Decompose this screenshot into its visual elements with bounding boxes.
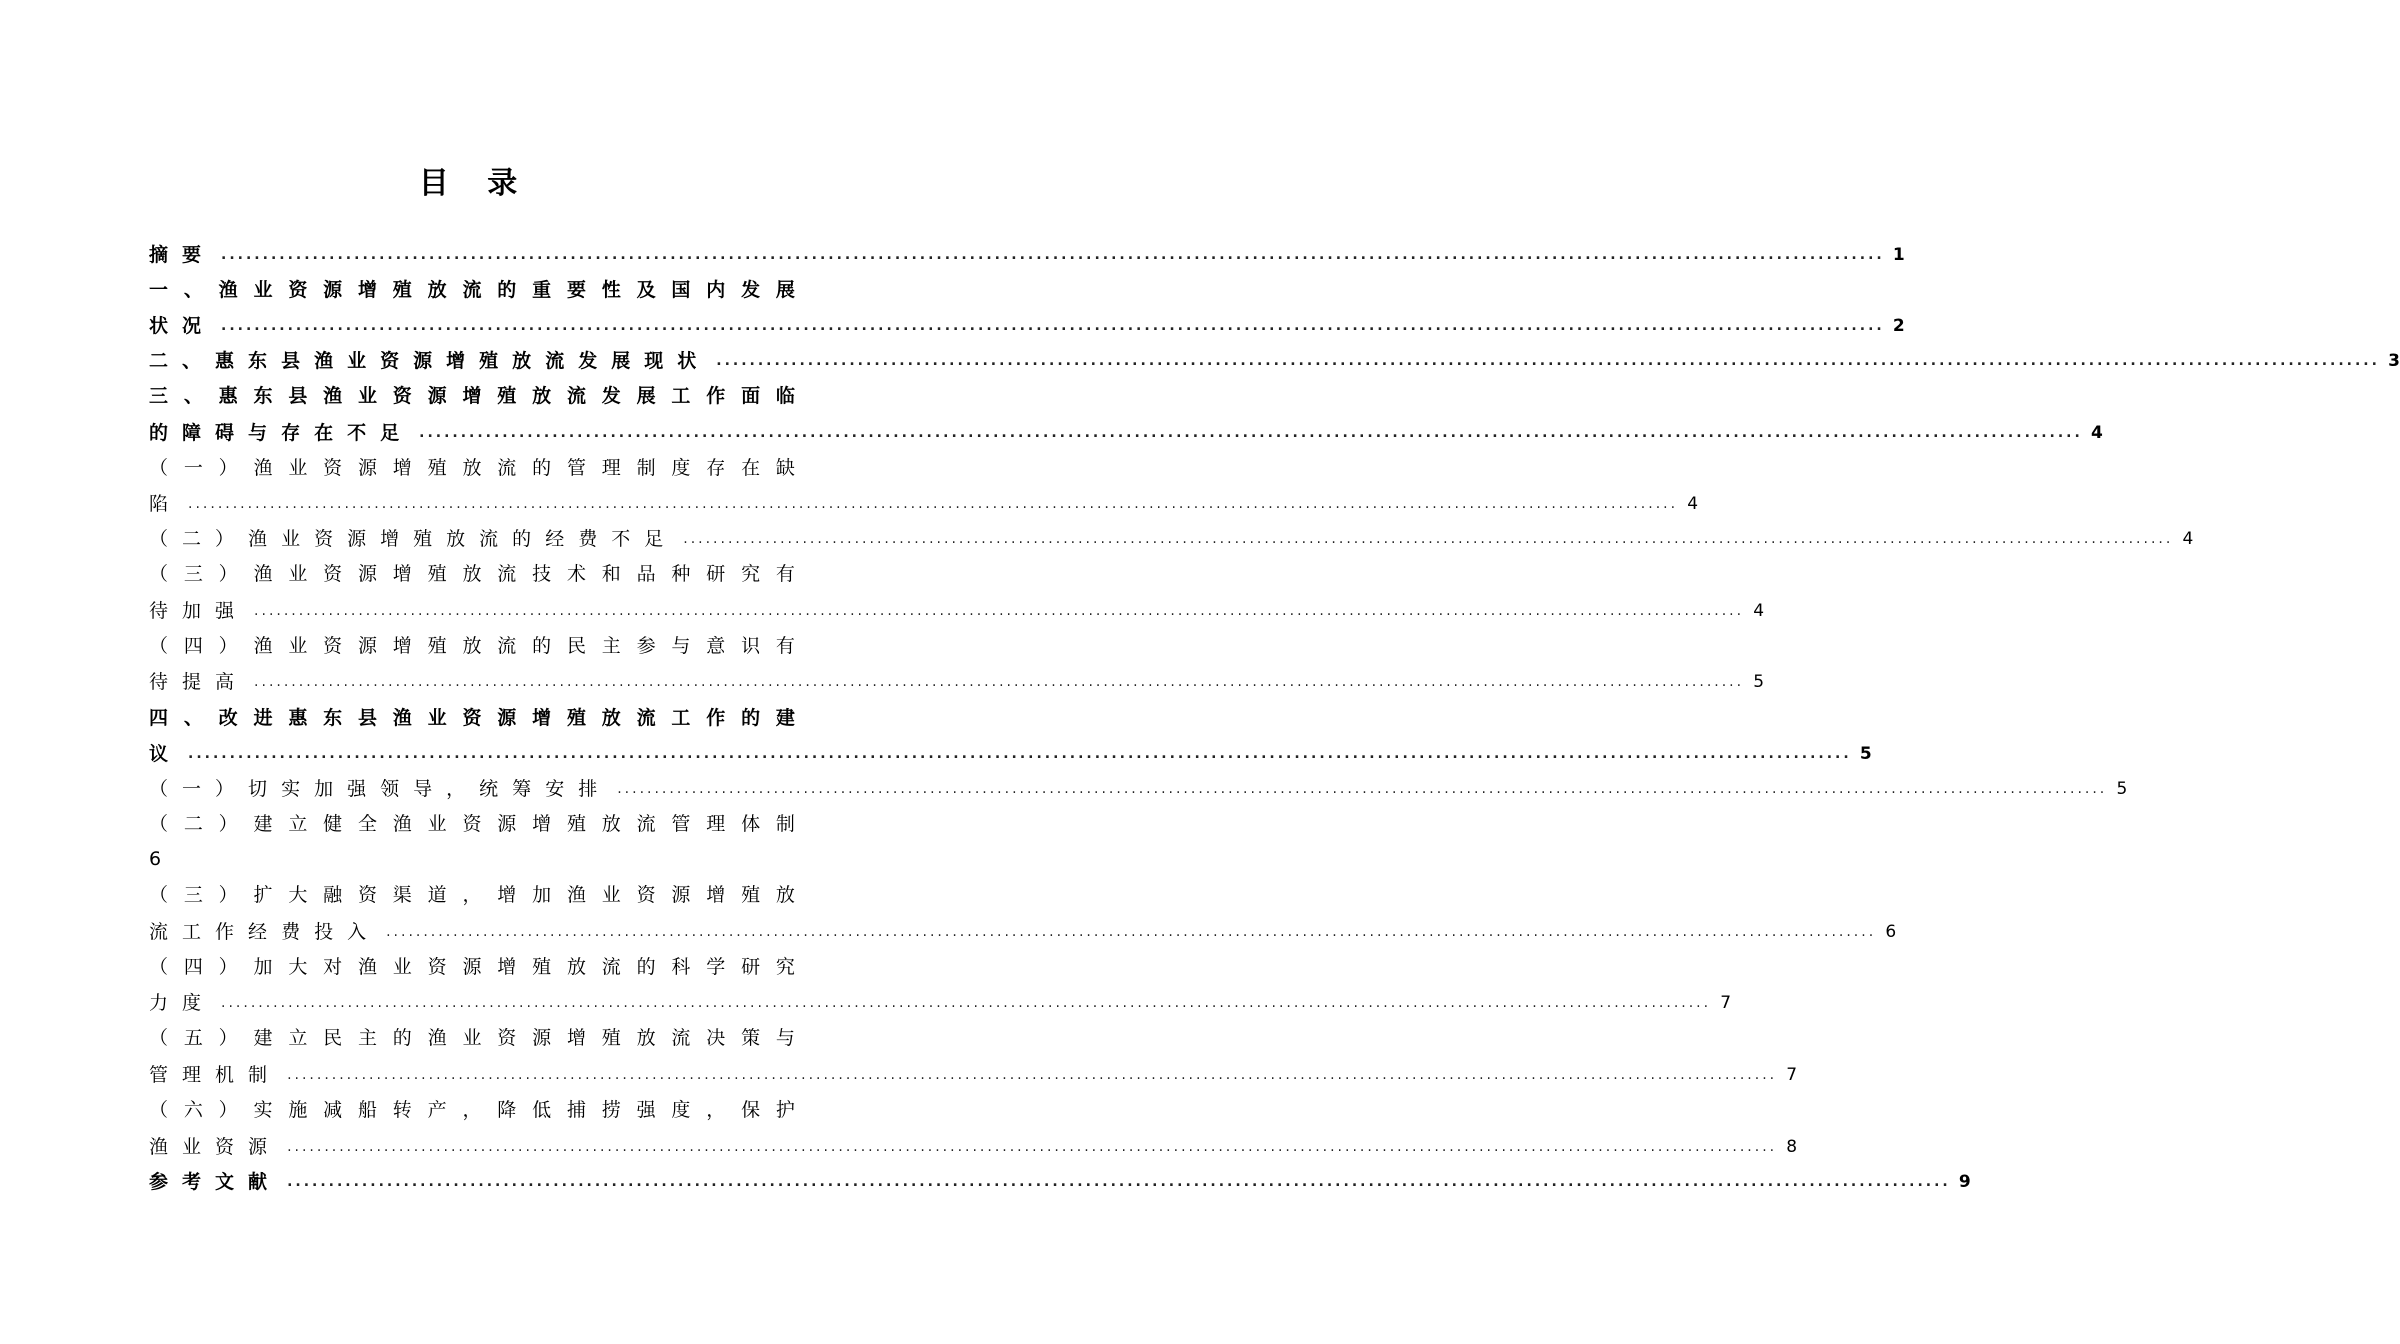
toc-entry-text: 四 、 改 进 惠 东 县 渔 业 资 源 增 殖 放 流 工 作 的 建 <box>149 707 795 729</box>
toc-entry[interactable] <box>149 669 1765 695</box>
toc-page-number: 8 <box>1786 1137 1798 1157</box>
toc-entry-text: （ 三 ） 渔 业 资 源 增 殖 放 流 技 术 和 品 种 研 究 有 <box>149 563 795 585</box>
toc-page-number: 7 <box>1786 1065 1798 1085</box>
toc-entry[interactable] <box>149 705 795 731</box>
toc-entry[interactable] <box>149 919 1897 945</box>
toc-entry[interactable] <box>149 1097 795 1123</box>
toc-page-number: 5 <box>2116 779 2128 799</box>
page-title: 目 录 <box>418 166 532 201</box>
toc-leader-dots: ........................................................................................................................................................................................................ <box>287 1139 1778 1155</box>
toc-entry[interactable] <box>149 313 1905 339</box>
toc-leader-dots: ........................................................................................................................................................................................................ <box>221 995 1712 1011</box>
toc-entry[interactable] <box>149 882 795 908</box>
toc-entry[interactable] <box>149 776 2128 802</box>
toc-entry-text: （ 一 ） 切 实 加 强 领 导 ， 统 筹 安 排 <box>149 778 598 800</box>
toc-page-number: 4 <box>1687 494 1699 514</box>
toc-entry[interactable] <box>149 242 1905 268</box>
toc-entry[interactable] <box>149 561 795 587</box>
toc-entry-text: 管 理 机 制 <box>149 1064 268 1086</box>
toc-leader-dots: ........................................................................................................................................................................................................ <box>287 1174 1951 1190</box>
toc-entry-text: 渔 业 资 源 <box>149 1136 268 1158</box>
toc-entry-text: 力 度 <box>149 992 202 1014</box>
toc-entry-text: 的 障 碍 与 存 在 不 足 <box>149 422 400 444</box>
toc-entry[interactable] <box>149 383 795 409</box>
toc-page-number: 6 <box>1885 922 1897 942</box>
toc-entry-text: （ 四 ） 加 大 对 渔 业 资 源 增 殖 放 流 的 科 学 研 究 <box>149 956 795 978</box>
toc-page-number: 4 <box>1753 601 1765 621</box>
toc-entry[interactable] <box>149 990 1732 1016</box>
toc-entry-text: 三 、 惠 东 县 渔 业 资 源 增 殖 放 流 发 展 工 作 面 临 <box>149 385 795 407</box>
toc-page-number: 1 <box>1892 245 1905 265</box>
toc-entry-text: 摘 要 <box>149 244 202 266</box>
toc-entry[interactable] <box>149 420 2103 446</box>
toc-leader-dots: ........................................................................................................................................................................................................ <box>221 318 1885 334</box>
toc-leader-dots: ........................................................................................................................................................................................................ <box>254 603 1745 619</box>
toc-entry-text: 6 <box>149 848 162 870</box>
toc-leader-dots: ........................................................................................................................................................................................................ <box>683 531 2174 547</box>
toc-page-number: 5 <box>1859 744 1872 764</box>
toc-entry-text: 议 <box>149 743 169 765</box>
toc-leader-dots: ........................................................................................................................................................................................................ <box>221 247 1885 263</box>
toc-entry-text: 一 、 渔 业 资 源 增 殖 放 流 的 重 要 性 及 国 内 发 展 <box>149 279 795 301</box>
toc-entry-text: 陷 <box>149 493 169 515</box>
toc-page-number: 4 <box>2090 423 2103 443</box>
toc-leader-dots: ........................................................................................................................................................................................................ <box>386 924 1877 940</box>
toc-entry-text: 流 工 作 经 费 投 入 <box>149 921 367 943</box>
toc-entry[interactable] <box>149 741 1872 767</box>
toc-entry-text: （ 二 ） 建 立 健 全 渔 业 资 源 增 殖 放 流 管 理 体 制 <box>149 813 795 835</box>
toc-entry[interactable] <box>149 455 795 481</box>
toc-entry[interactable] <box>149 1062 1798 1088</box>
toc-entry[interactable] <box>149 1169 1971 1195</box>
toc-entry[interactable] <box>149 526 2194 552</box>
toc-entry[interactable] <box>149 954 795 980</box>
toc-leader-dots: ........................................................................................................................................................................................................ <box>617 781 2108 797</box>
toc-entry[interactable] <box>149 1025 795 1051</box>
toc-leader-dots: ........................................................................................................................................................................................................ <box>188 746 1852 762</box>
toc-entry-text: 待 提 高 <box>149 671 235 693</box>
toc-entry[interactable] <box>149 348 2400 374</box>
toc-entry-text: 二 、 惠 东 县 渔 业 资 源 增 殖 放 流 发 展 现 状 <box>149 350 697 372</box>
toc-entry-text: （ 五 ） 建 立 民 主 的 渔 业 资 源 增 殖 放 流 决 策 与 <box>149 1027 795 1049</box>
toc-page-number: 5 <box>1753 672 1765 692</box>
toc-entry-text: （ 三 ） 扩 大 融 资 渠 道 ， 增 加 渔 业 资 源 增 殖 放 <box>149 884 795 906</box>
toc-entry-text: （ 一 ） 渔 业 资 源 增 殖 放 流 的 管 理 制 度 存 在 缺 <box>149 457 795 479</box>
toc-entry-text: 参 考 文 献 <box>149 1171 268 1193</box>
toc-entry[interactable] <box>149 277 795 303</box>
toc-entry-text: 状 况 <box>149 315 202 337</box>
toc-leader-dots: ........................................................................................................................................................................................................ <box>419 425 2083 441</box>
toc-entry[interactable] <box>149 811 795 837</box>
toc-entry[interactable] <box>149 1134 1798 1160</box>
toc-leader-dots: ........................................................................................................................................................................................................ <box>188 496 1679 512</box>
toc-leader-dots: ........................................................................................................................................................................................................ <box>287 1067 1778 1083</box>
toc-entry[interactable] <box>149 633 795 659</box>
toc-entry[interactable] <box>149 491 1699 517</box>
toc-leader-dots: ........................................................................................................................................................................................................ <box>254 674 1745 690</box>
toc-page-number: 9 <box>1958 1172 1971 1192</box>
toc-entry[interactable] <box>149 846 795 872</box>
toc-leader-dots: ........................................................................................................................................................................................................ <box>716 353 2380 369</box>
toc-entry-text: （ 二 ） 渔 业 资 源 增 殖 放 流 的 经 费 不 足 <box>149 528 664 550</box>
toc-page-number: 4 <box>2182 529 2194 549</box>
toc-page-number: 3 <box>2388 351 2400 371</box>
toc-entry-text: （ 六 ） 实 施 减 船 转 产 ， 降 低 捕 捞 强 度 ， 保 护 <box>149 1099 795 1121</box>
toc-entry-text: （ 四 ） 渔 业 资 源 增 殖 放 流 的 民 主 参 与 意 识 有 <box>149 635 795 657</box>
toc-entry-text: 待 加 强 <box>149 600 235 622</box>
toc-entry[interactable] <box>149 598 1765 624</box>
toc-page-number: 2 <box>1892 316 1905 336</box>
toc-page-number: 7 <box>1720 993 1732 1013</box>
